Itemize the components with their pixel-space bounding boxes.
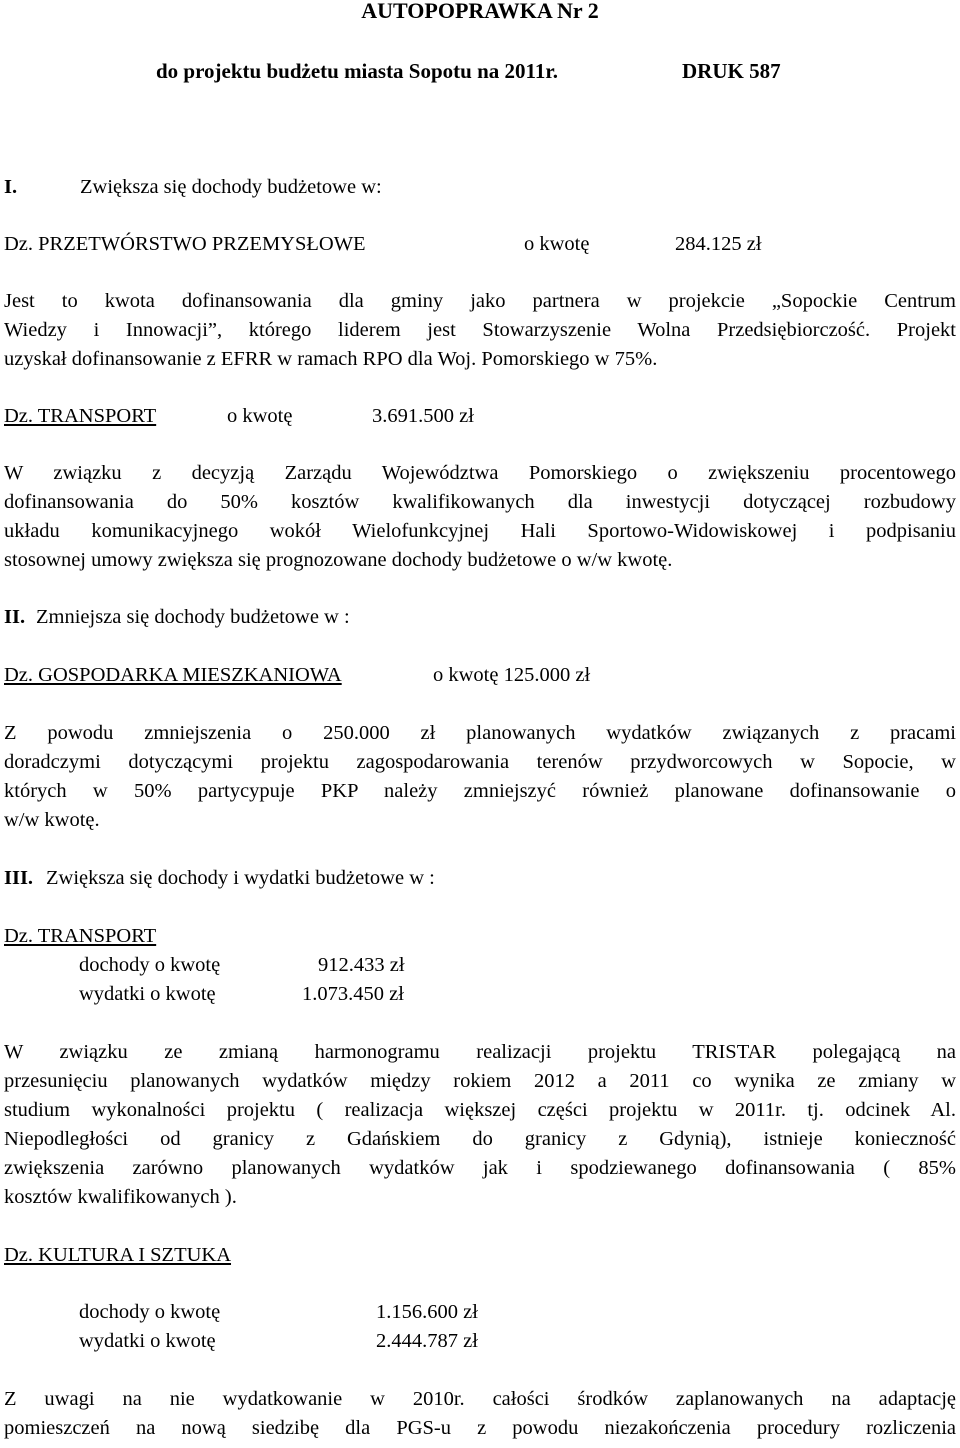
section-1-dz2-okwote: o kwotę <box>227 405 293 427</box>
document-subtitle: do projektu budżetu miasta Sopotu na 2011r. <box>156 59 559 83</box>
section-3-dz2-row-label: dochody o kwotę <box>79 1301 221 1323</box>
section-3-dz2-label: Dz. KULTURA I SZTUKA <box>4 1244 232 1266</box>
section-1-para2-line: układu komunikacyjnego wokół Wielofunkcyjnej Hali Sportowo-Widowiskowej i podpisaniu <box>4 520 956 542</box>
section-3-dz1-row-label: dochody o kwotę <box>79 954 221 976</box>
section-2-heading: Zmniejsza się dochody budżetowe w : <box>36 606 350 628</box>
section-3-para2-line: pomieszczeń na nową siedzibę dla PGS-u z powodu niezakończenia procedury rozliczenia <box>4 1417 956 1439</box>
section-2-para-line: Z powodu zmniejszenia o 250.000 zł planowanych wydatków związanych z pracami <box>4 722 956 744</box>
document-title: AUTOPOPRAWKA Nr 2 <box>361 0 599 23</box>
section-1-para1-line: Jest to kwota dofinansowania dla gminy jako partnera w projekcie „Sopockie Centrum <box>4 290 956 312</box>
section-1-dz1-okwote: o kwotę <box>524 233 590 255</box>
section-3-para1-line: przesunięciu planowanych wydatków między rokiem 2012 a 2011 co wynika ze zmiany w <box>4 1070 956 1092</box>
section-1-para1-line: Wiedzy i Innowacji”, którego liderem jest Stowarzyszenie Wolna Przedsiębiorczość. Projekt <box>4 319 956 341</box>
section-1-dz1-label: Dz. PRZETWÓRSTWO PRZEMYSŁOWE <box>4 233 366 255</box>
section-2-para-line: w/w kwotę. <box>4 809 100 831</box>
section-3-para1-line: Niepodległości od granicy z Gdańskiem do granicy z Gdynią), istnieje konieczność <box>4 1128 956 1150</box>
section-3-para2-line: Z uwagi na nie wydatkowanie w 2010r. całości środków zaplanowanych na adaptację <box>4 1388 956 1410</box>
section-3-dz2-row-amount: 1.156.600 zł <box>376 1301 478 1323</box>
section-1-dz2-label: Dz. TRANSPORT <box>4 405 157 427</box>
section-3-dz1-label: Dz. TRANSPORT <box>4 925 157 947</box>
section-3-dz2-row-amount: 2.444.787 zł <box>376 1330 478 1352</box>
section-3-para1-line: W związku ze zmianą harmonogramu realizacji projektu TRISTAR polegającą na <box>4 1041 956 1063</box>
section-3-para1-line: kosztów kwalifikowanych ). <box>4 1186 237 1208</box>
section-3-heading: Zwiększa się dochody i wydatki budżetowe w : <box>46 867 435 889</box>
druk-number: DRUK 587 <box>682 59 781 83</box>
section-1-para2-line: W związku z decyzją Zarządu Województwa Pomorskiego o zwiększeniu procentowego <box>4 462 956 484</box>
section-1-para1-line: uzyskał dofinansowanie z EFRR w ramach RPO dla Woj. Pomorskiego w 75%. <box>4 348 658 370</box>
section-3-para1-line: studium wykonalności projektu ( realizacja większej części projektu w 2011r. tj. odcinek Al. <box>4 1099 956 1121</box>
section-3-number: III. <box>4 867 34 889</box>
section-2-dz-okwote: o kwotę 125.000 zł <box>433 664 591 686</box>
section-3-dz1-row-amount: 912.433 zł <box>318 954 405 976</box>
section-2-number: II. <box>4 606 26 628</box>
section-1-dz2-amount: 3.691.500 zł <box>372 405 474 427</box>
section-1-heading: Zwiększa się dochody budżetowe w: <box>80 176 382 198</box>
section-3-dz1-row-amount: 1.073.450 zł <box>302 983 404 1005</box>
section-3-para1-line: zwiększenia zarówno planowanych wydatków jak i spodziewanego dofinansowania ( 85% <box>4 1157 956 1179</box>
section-1-para2-line: dofinansowania do 50% kosztów kwalifikowanych dla inwestycji dotyczącej rozbudowy <box>4 491 956 513</box>
section-3-dz2-row-label: wydatki o kwotę <box>79 1330 216 1352</box>
section-2-para-line: których w 50% partycypuje PKP należy zmniejszyć również planowane dofinansowanie o <box>4 780 956 802</box>
section-1-para2-line: stosownej umowy zwiększa się prognozowane dochody budżetowe o w/w kwotę. <box>4 549 673 571</box>
section-2-dz-label: Dz. GOSPODARKA MIESZKANIOWA <box>4 664 342 686</box>
section-2-para-line: doradczymi dotyczącymi projektu zagospodarowania terenów przydworcowych w Sopocie, w <box>4 751 956 773</box>
section-1-dz1-amount: 284.125 zł <box>675 233 762 255</box>
section-3-dz1-row-label: wydatki o kwotę <box>79 983 216 1005</box>
section-1-number: I. <box>4 176 18 198</box>
